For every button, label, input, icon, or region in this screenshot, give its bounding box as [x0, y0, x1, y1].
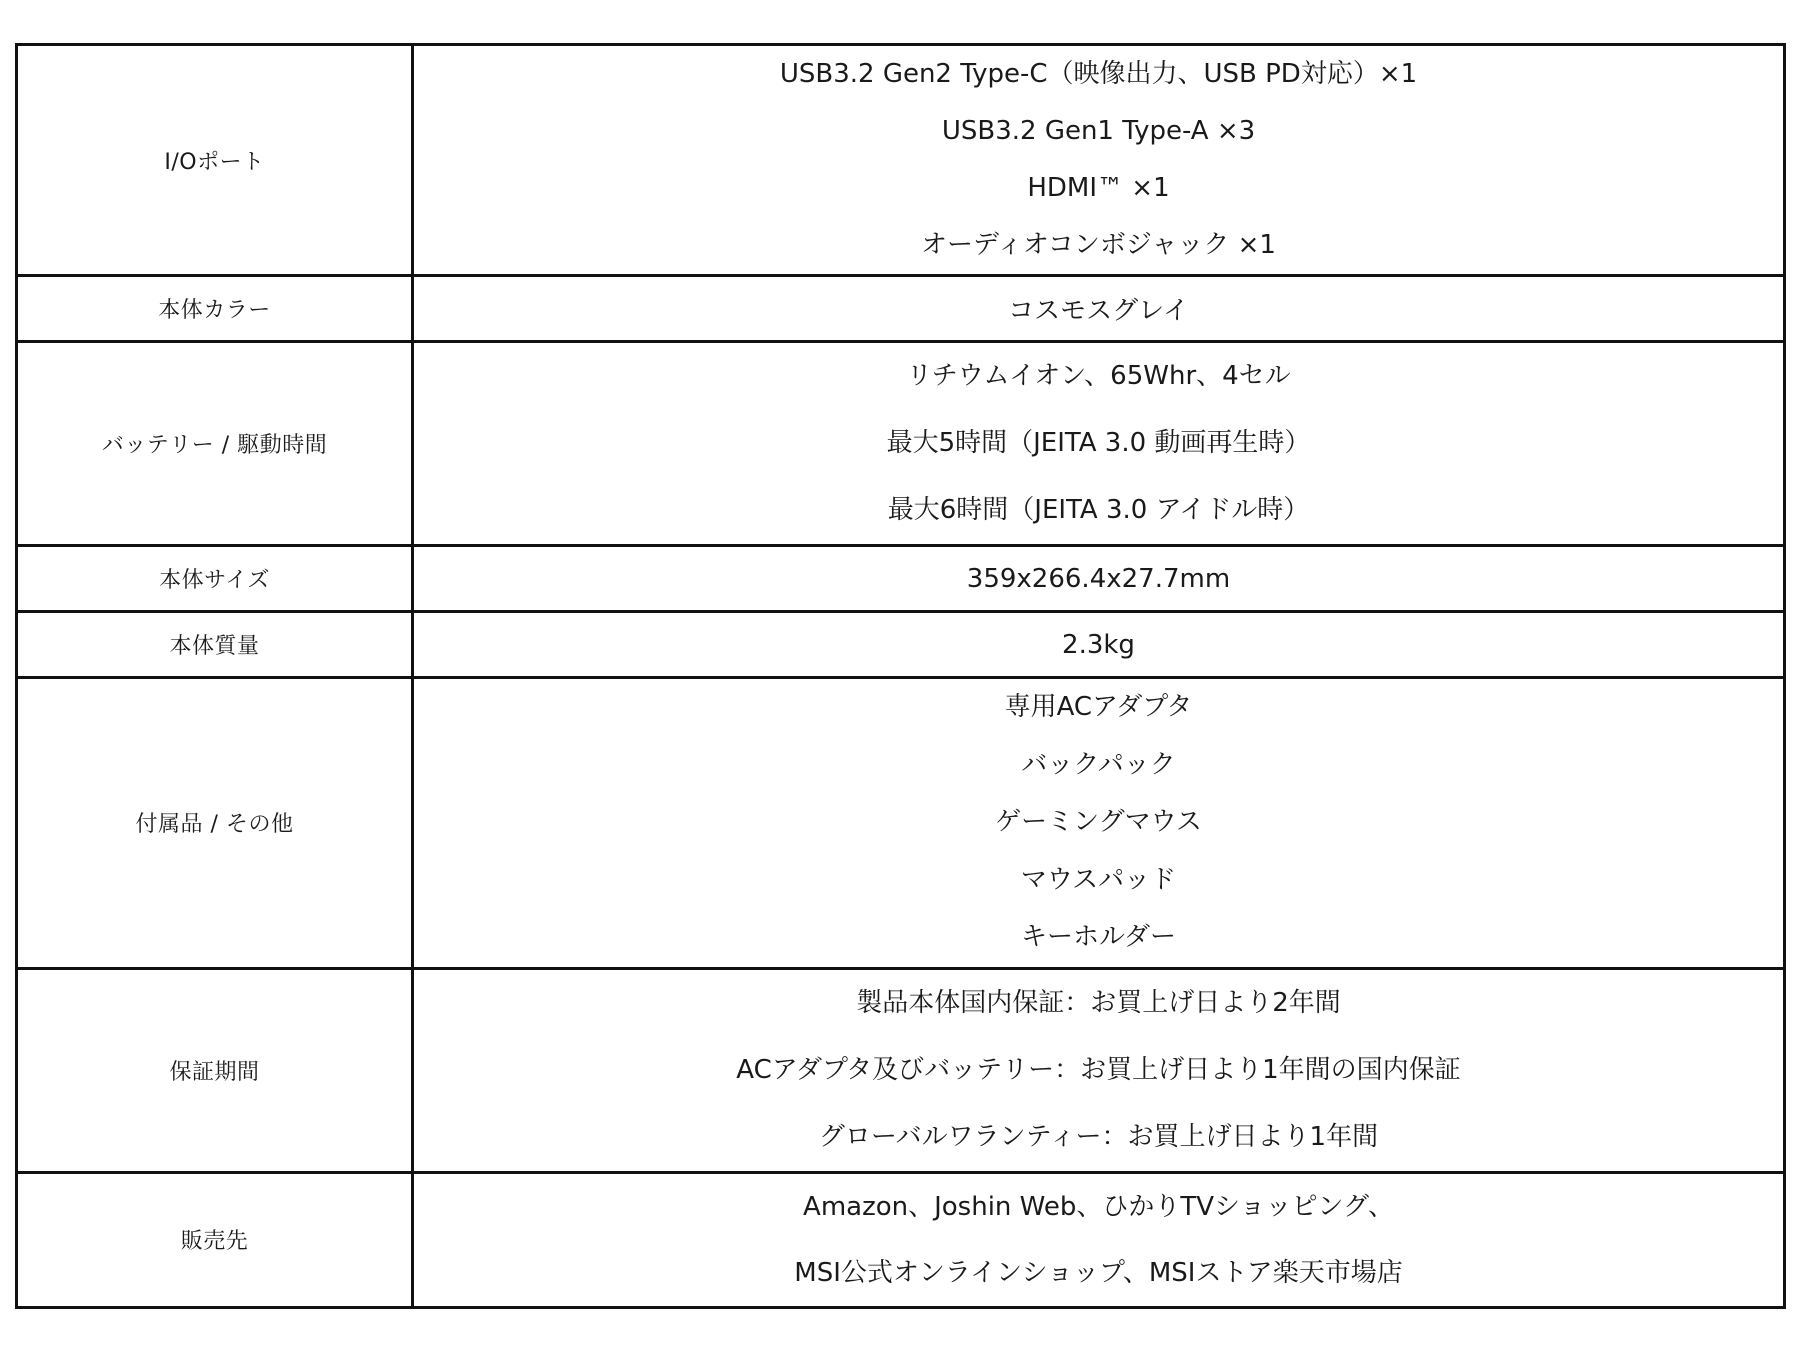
spec-value — [413, 546, 1785, 612]
spec-value-line: 最大6時間（JEITA 3.0 アイドル時） — [887, 495, 1310, 525]
spec-value-line: 最大5時間（JEITA 3.0 動画再生時） — [886, 428, 1311, 458]
spec-table — [15, 43, 1786, 1309]
spec-row-warranty — [17, 968, 1785, 1172]
spec-value-line: ゲーミングマウス — [995, 807, 1202, 838]
spec-value-line: リチウムイオン、65Whr、4セル — [906, 361, 1291, 391]
spec-value-line: グローバルワランティー：お買上げ日より1年間 — [818, 1121, 1379, 1152]
spec-value — [413, 1172, 1785, 1307]
spec-value — [413, 612, 1785, 678]
spec-value-line: HDMI™ ×1 — [1027, 173, 1170, 203]
spec-label: I/Oポート — [17, 45, 413, 276]
spec-value-line: 専用ACアダプタ — [1004, 692, 1193, 722]
spec-value — [413, 45, 1785, 276]
spec-value-line: オーディオコンボジャック ×1 — [921, 230, 1276, 260]
spec-value-line: 359x266.4x27.7mm — [966, 563, 1231, 594]
spec-value-line: USB3.2 Gen2 Type-C（映像出力、USB PD対応）×1 — [779, 59, 1418, 89]
spec-label: 販売先 — [17, 1172, 413, 1307]
spec-value — [413, 276, 1785, 342]
spec-row-io-ports — [17, 45, 1785, 276]
spec-value-line: キーホルダー — [1021, 922, 1176, 953]
spec-label: 本体カラー — [17, 276, 413, 342]
spec-label: 保証期間 — [17, 968, 413, 1172]
spec-value-line: Amazon、Joshin Web、ひかりTVショッピング、 — [803, 1191, 1394, 1222]
spec-row-sellers — [17, 1172, 1785, 1307]
spec-value-line: バックパック — [1021, 749, 1176, 780]
spec-value-line: コスモスグレイ — [1008, 296, 1189, 326]
spec-label: 本体サイズ — [17, 546, 413, 612]
spec-value-line: 2.3kg — [1062, 629, 1135, 660]
spec-value — [413, 968, 1785, 1172]
spec-label: 本体質量 — [17, 612, 413, 678]
spec-value-line: 製品本体国内保証：お買上げ日より2年間 — [856, 987, 1341, 1018]
spec-row-body-weight — [17, 612, 1785, 678]
spec-value-line: USB3.2 Gen1 Type-A ×3 — [941, 116, 1256, 146]
spec-value — [413, 342, 1785, 546]
spec-label: バッテリー / 駆動時間 — [17, 342, 413, 546]
spec-value — [413, 678, 1785, 969]
spec-value-line: ACアダプタ及びバッテリー：お買上げ日より1年間の国内保証 — [736, 1054, 1461, 1085]
spec-row-body-color — [17, 276, 1785, 342]
spec-row-body-size — [17, 546, 1785, 612]
spec-label: 付属品 / その他 — [17, 678, 413, 969]
spec-value-line: マウスパッド — [1020, 864, 1177, 895]
spec-row-battery — [17, 342, 1785, 546]
spec-value-line: MSI公式オンラインショップ、MSIストア楽天市場店 — [794, 1257, 1403, 1288]
spec-row-accessories — [17, 678, 1785, 969]
